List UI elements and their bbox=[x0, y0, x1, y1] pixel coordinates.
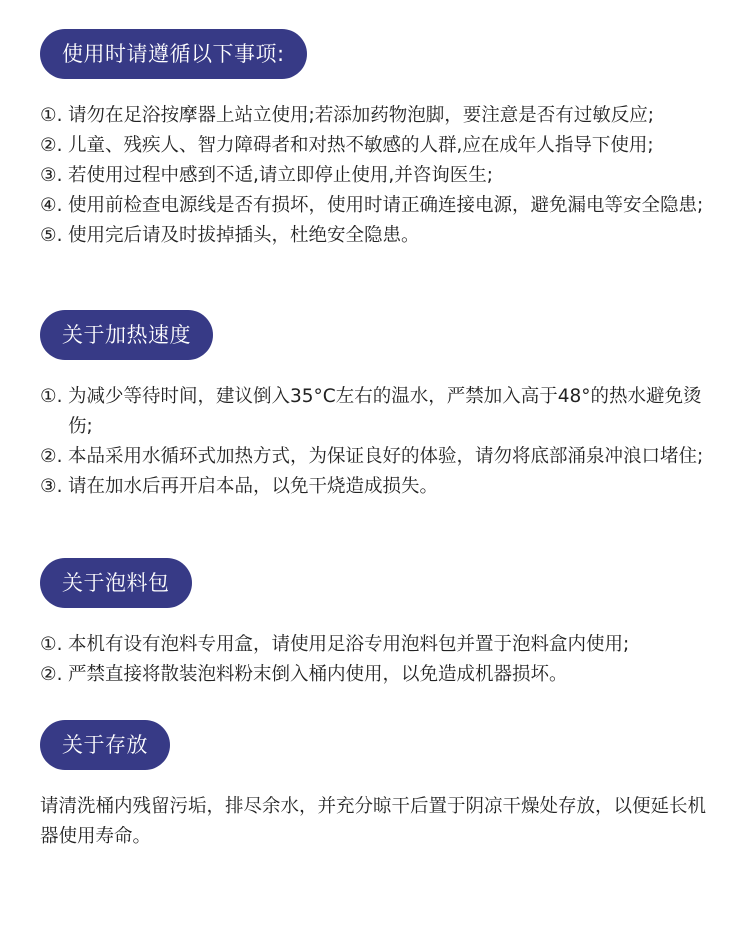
item-number: ②. bbox=[40, 135, 63, 156]
item-number: ④. bbox=[40, 195, 63, 216]
item-text: 严禁直接将散装泡料粉末倒入桶内使用，以免造成机器损坏。 bbox=[68, 664, 568, 685]
section-title-pill: 关于存放 bbox=[40, 720, 170, 770]
item-text: 使用完后请及时拔掉插头，杜绝安全隐患。 bbox=[68, 225, 420, 246]
item-list bbox=[40, 101, 714, 251]
section-title-pill: 使用时请遵循以下事项: bbox=[40, 29, 307, 79]
item-text: 为减少等待时间，建议倒入35°C左右的温水，严禁加入高于48°的热水避免烫伤; bbox=[68, 386, 702, 437]
list-item bbox=[40, 131, 714, 161]
item-number: ②. bbox=[40, 446, 63, 467]
list-item bbox=[40, 660, 714, 690]
item-number: ①. bbox=[40, 634, 63, 655]
item-text: 请在加水后再开启本品，以免干烧造成损失。 bbox=[68, 476, 439, 497]
item-list bbox=[40, 382, 714, 502]
section-heating-speed bbox=[40, 310, 714, 502]
section-usage-notes bbox=[40, 29, 714, 251]
list-item bbox=[40, 191, 714, 221]
item-number: ②. bbox=[40, 664, 63, 685]
item-number: ①. bbox=[40, 386, 63, 407]
item-text: 本机有设有泡料专用盒，请使用足浴专用泡料包并置于泡料盒内使用; bbox=[68, 634, 630, 655]
section-soak-pack bbox=[40, 558, 714, 690]
item-number: ①. bbox=[40, 105, 63, 126]
item-number: ③. bbox=[40, 476, 63, 497]
item-text: 使用前检查电源线是否有损坏，使用时请正确连接电源，避免漏电等安全隐患; bbox=[68, 195, 704, 216]
item-number: ⑤. bbox=[40, 225, 63, 246]
item-text: 本品采用水循环式加热方式，为保证良好的体验，请勿将底部涌泉冲浪口堵住; bbox=[68, 446, 704, 467]
list-item bbox=[40, 161, 714, 191]
list-item bbox=[40, 101, 714, 131]
item-text: 请勿在足浴按摩器上站立使用;若添加药物泡脚，要注意是否有过敏反应; bbox=[68, 105, 654, 126]
list-item bbox=[40, 472, 714, 502]
storage-paragraph: 请清洗桶内残留污垢，排尽余水，并充分晾干后置于阴凉干燥处存放，以便延长机器使用寿命。 bbox=[40, 796, 707, 847]
item-number: ③. bbox=[40, 165, 63, 186]
list-item bbox=[40, 630, 714, 660]
section-title-pill: 关于泡料包 bbox=[40, 558, 192, 608]
item-list bbox=[40, 630, 714, 690]
item-text: 若使用过程中感到不适,请立即停止使用,并咨询医生; bbox=[68, 165, 493, 186]
list-item bbox=[40, 442, 714, 472]
item-text: 儿童、残疾人、智力障碍者和对热不敏感的人群,应在成年人指导下使用; bbox=[68, 135, 654, 156]
section-storage bbox=[40, 720, 714, 852]
list-item bbox=[40, 221, 714, 251]
section-title-pill: 关于加热速度 bbox=[40, 310, 213, 360]
list-item bbox=[40, 382, 714, 442]
